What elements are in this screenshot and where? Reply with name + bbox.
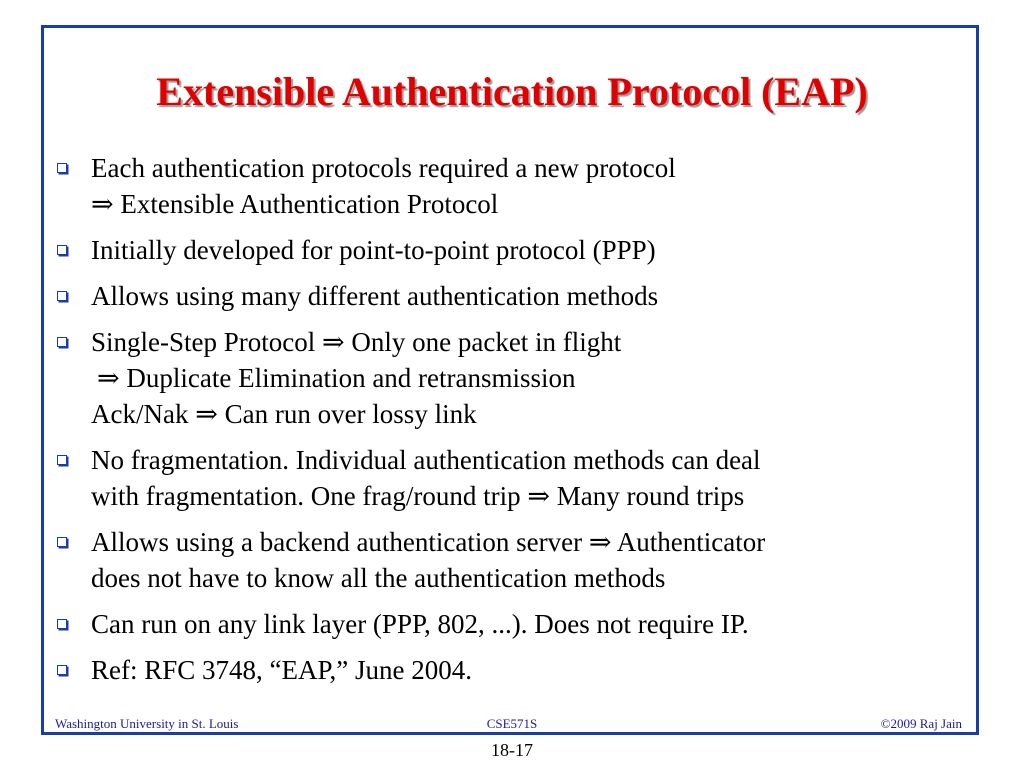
bullet-text xyxy=(91,524,960,596)
bullet-marker xyxy=(55,324,91,347)
footer-institution: Washington University in St. Louis xyxy=(55,716,239,731)
bullet-item xyxy=(55,442,960,514)
bullet-line: with fragmentation. One frag/round trip ⇒ Many round trips xyxy=(91,481,745,511)
bullet-text xyxy=(91,324,960,432)
hollow-square-bullet-icon xyxy=(57,245,67,255)
bullet-text xyxy=(91,606,960,642)
bullet-item xyxy=(55,232,960,268)
bullet-text xyxy=(91,652,960,688)
bullet-marker xyxy=(55,524,91,547)
bullet-marker xyxy=(55,606,91,629)
bullet-line: Ack/Nak ⇒ Can run over lossy link xyxy=(91,399,477,429)
page-number: 18-17 xyxy=(491,740,533,760)
bullet-line: Allows using a backend authentication server ⇒ Authenticator xyxy=(91,527,766,557)
bullet-line: does not have to know all the authentication methods xyxy=(91,563,666,593)
bullet-line: No fragmentation. Individual authentication methods can deal xyxy=(91,445,761,475)
bullet-item xyxy=(55,652,960,688)
hollow-square-bullet-icon xyxy=(57,163,67,173)
slide-title: Extensible Authentication Protocol (EAP) xyxy=(156,69,868,114)
bullet-text xyxy=(91,232,960,268)
bullet-item xyxy=(55,150,960,222)
bullet-marker xyxy=(55,442,91,465)
bullet-marker xyxy=(55,150,91,173)
bullet-item xyxy=(55,324,960,432)
bullet-line: Each authentication protocols required a new protocol xyxy=(91,153,676,183)
bullet-line: Initially developed for point-to-point protocol (PPP) xyxy=(91,235,656,265)
hollow-square-bullet-icon xyxy=(57,291,67,301)
bullet-text xyxy=(91,278,960,314)
bullet-line: ⇒ Extensible Authentication Protocol xyxy=(91,189,499,219)
bullet-line: Can run on any link layer (PPP, 802, ...). Does not require IP. xyxy=(91,609,749,639)
bullet-line: Ref: RFC 3748, “EAP,” June 2004. xyxy=(91,655,472,685)
bullet-marker xyxy=(55,232,91,255)
bullet-list xyxy=(55,150,960,698)
bullet-text xyxy=(91,442,960,514)
hollow-square-bullet-icon xyxy=(57,619,67,629)
bullet-item xyxy=(55,606,960,642)
bullet-marker xyxy=(55,278,91,301)
hollow-square-bullet-icon xyxy=(57,665,67,675)
bullet-line: Allows using many different authentication methods xyxy=(91,281,659,311)
footer-course: CSE571S xyxy=(486,716,538,731)
bullet-text xyxy=(91,150,960,222)
footer-copyright: ©2009 Raj Jain xyxy=(880,716,962,731)
hollow-square-bullet-icon xyxy=(57,537,67,547)
bullet-item xyxy=(55,278,960,314)
bullet-marker xyxy=(55,652,91,675)
bullet-line: ⇒ Duplicate Elimination and retransmission xyxy=(97,363,576,393)
hollow-square-bullet-icon xyxy=(57,455,67,465)
bullet-item xyxy=(55,524,960,596)
bullet-line: Single-Step Protocol ⇒ Only one packet in flight xyxy=(91,327,622,357)
hollow-square-bullet-icon xyxy=(57,337,67,347)
